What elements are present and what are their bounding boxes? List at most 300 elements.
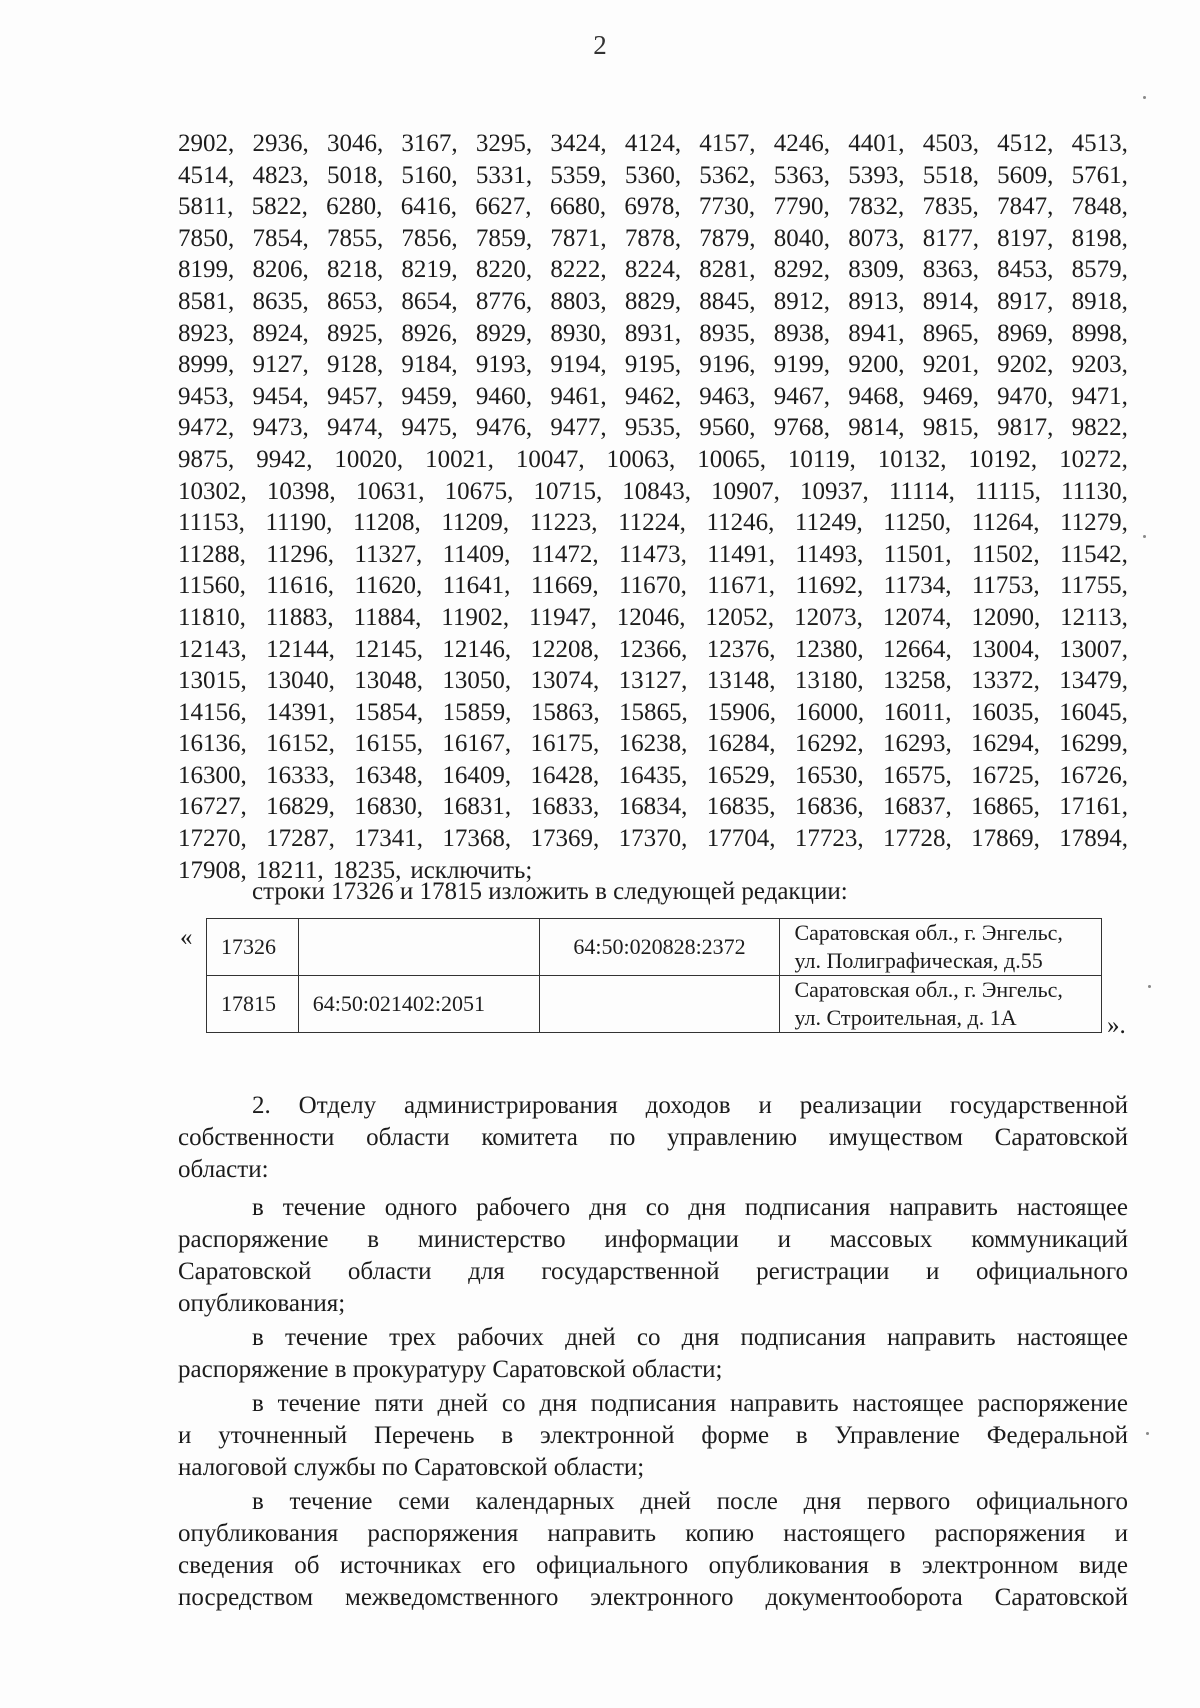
list-number: 13180, <box>794 667 864 695</box>
paragraph-line: распоряжение в прокуратуру Саратовской области; <box>178 1356 723 1383</box>
list-number: 11473, <box>619 540 687 568</box>
list-number: 5393, <box>848 161 905 189</box>
list-number: 9184, <box>401 351 458 379</box>
address-cell <box>780 976 1102 1033</box>
list-number: 9202, <box>997 351 1054 379</box>
list-number: 9203, <box>1071 351 1128 379</box>
list-number: 16011, <box>883 698 952 726</box>
table-row <box>207 919 1102 976</box>
lines-intro-text: строки 17326 и 17815 изложить в следующей редакции: <box>252 878 848 905</box>
list-number: 12664, <box>883 635 952 663</box>
list-number: 8999, <box>178 351 235 379</box>
list-number: 9457, <box>326 382 384 410</box>
list-number: 9468, <box>848 382 905 410</box>
list-number: 16831, <box>442 793 512 821</box>
list-number: 3046, <box>326 130 384 157</box>
list-number: 11190, <box>265 509 333 537</box>
list-number: 9460, <box>475 382 533 410</box>
paragraph-line: области: <box>178 1156 269 1183</box>
paragraph-line: посредством межведомственного электронного документооборота Саратовской <box>178 1584 1128 1611</box>
list-number: 14391, <box>266 698 335 726</box>
paragraph-line: распоряжение в министерство информации и массовых коммуникаций <box>178 1226 1128 1253</box>
list-number: 8925, <box>326 319 384 347</box>
list-number: 9470, <box>997 382 1054 410</box>
number-list-line <box>178 728 1128 760</box>
list-number: 8803, <box>550 287 607 315</box>
list-number: 8776, <box>475 287 533 315</box>
list-number: 8930, <box>550 319 607 347</box>
quote-open: « <box>180 924 193 951</box>
list-number: 8969, <box>997 319 1054 347</box>
paragraph-line: сведения об источниках его официального опубликования в электронном виде <box>178 1552 1128 1579</box>
list-number: 9194, <box>550 351 607 379</box>
list-number: 16293, <box>883 730 952 758</box>
list-number: 9128, <box>326 351 384 379</box>
list-number: 11153, <box>178 509 245 537</box>
list-number: 4823, <box>252 161 309 189</box>
list-number: 4513, <box>1071 130 1128 157</box>
list-number: 8913, <box>848 287 905 315</box>
paragraph-line: собственности области комитета по управлению имуществом Саратовской <box>178 1124 1128 1151</box>
cadastral-number-2 <box>539 976 780 1033</box>
list-number: 11755, <box>1060 572 1128 600</box>
paragraph-line: 2. Отделу администрирования доходов и реализации государственной <box>252 1092 1128 1119</box>
list-number: 8198, <box>1071 224 1128 252</box>
list-number: 7878, <box>624 224 682 252</box>
paragraph-a <box>178 1192 1128 1320</box>
list-number: 9199, <box>773 351 830 379</box>
list-number: 8219, <box>401 256 458 284</box>
list-number: 7855, <box>326 224 384 252</box>
list-number: 11493, <box>795 540 864 568</box>
list-number: 9453, <box>178 382 235 410</box>
list-number: 10192, <box>968 445 1038 473</box>
list-number: 8926, <box>401 319 458 347</box>
list-number: 13004, <box>971 635 1040 663</box>
number-list-line <box>178 349 1128 381</box>
list-number: 11670, <box>619 572 687 600</box>
address-line-2: ул. Полиграфическая, д.55 <box>794 948 1043 973</box>
list-number: 8363, <box>922 256 979 284</box>
list-number: 11502, <box>971 540 1040 568</box>
section-2-paragraph <box>178 1090 1128 1186</box>
row-number: 17326 <box>207 919 299 976</box>
list-number: 11669, <box>530 572 599 600</box>
list-number: 7730, <box>698 193 756 221</box>
list-number: 8914, <box>922 287 979 315</box>
list-number: 6280, <box>326 193 383 221</box>
list-number: 9817, <box>997 414 1054 442</box>
list-number: 13479, <box>1059 667 1128 695</box>
list-number: 8197, <box>997 224 1054 252</box>
number-list-line <box>178 823 1128 855</box>
list-number: 7856, <box>401 224 458 252</box>
list-number: 11223, <box>529 509 598 537</box>
list-number: 16238, <box>618 730 688 758</box>
list-number: 11947, <box>529 603 597 631</box>
list-number: 8829, <box>624 287 682 315</box>
list-number: 9462, <box>624 382 682 410</box>
list-number: 16155, <box>354 730 423 758</box>
list-number: 17368, <box>442 825 512 853</box>
list-number: 11250, <box>883 509 952 537</box>
list-number: 12113, <box>1060 603 1128 631</box>
list-number: 10065, <box>697 445 766 473</box>
number-list-line <box>178 570 1128 602</box>
list-number: 11296, <box>266 540 335 568</box>
number-list-line <box>178 665 1128 697</box>
list-number: 8965, <box>922 319 979 347</box>
list-number: 6680, <box>549 193 607 221</box>
list-number: 16428, <box>530 761 600 789</box>
scan-speck <box>1143 96 1146 99</box>
list-number: 15906, <box>707 698 776 726</box>
number-list-line <box>178 507 1128 539</box>
list-number: 10272, <box>1059 445 1128 473</box>
list-number: 10132, <box>877 445 947 473</box>
list-number: 16035, <box>970 698 1040 726</box>
list-number: 5160, <box>401 161 458 189</box>
list-number: 17369, <box>530 825 600 853</box>
list-number: 16045, <box>1059 698 1128 726</box>
cadastral-number-1 <box>298 919 539 976</box>
list-number: 7854, <box>252 224 309 252</box>
list-number: 10937, <box>800 477 869 505</box>
list-number: 8912, <box>773 287 830 315</box>
list-number: 11130, <box>1061 477 1128 505</box>
number-list-line <box>178 160 1128 192</box>
list-number: 10047, <box>515 445 585 473</box>
list-number: 5822, <box>251 193 308 221</box>
list-number: 11279, <box>1060 509 1128 537</box>
list-number: 7859, <box>475 224 533 252</box>
list-number: 15854, <box>354 698 424 726</box>
list-number: 9461, <box>550 382 607 410</box>
list-number: 16175, <box>530 730 600 758</box>
list-number: 10020, <box>334 445 404 473</box>
list-number: 16435, <box>618 761 688 789</box>
list-number: 9560, <box>699 414 756 442</box>
list-number: 3167, <box>401 130 458 157</box>
list-number: 9459, <box>401 382 458 410</box>
row-number: 17815 <box>207 976 299 1033</box>
list-number: 4246, <box>773 130 830 157</box>
list-number: 3295, <box>475 130 533 157</box>
list-number: 5331, <box>475 161 533 189</box>
list-number: 17370, <box>618 825 688 853</box>
list-number: 7835, <box>922 193 979 221</box>
list-number: 16834, <box>618 793 688 821</box>
list-number: 12090, <box>971 603 1041 631</box>
list-number: 13372, <box>971 667 1040 695</box>
list-number: 17270, <box>178 825 247 853</box>
list-number: 11560, <box>178 572 246 600</box>
list-number: 9476, <box>475 414 533 442</box>
list-number: 16284, <box>706 730 776 758</box>
list-number: 11224, <box>618 509 686 537</box>
list-number: 9454, <box>252 382 309 410</box>
list-number: 10398, <box>266 477 336 505</box>
list-number: 8941, <box>848 319 905 347</box>
list-number: 16136, <box>178 730 247 758</box>
list-number: 3424, <box>550 130 607 157</box>
list-number: 17728, <box>883 825 952 853</box>
list-number: 13007, <box>1059 635 1128 663</box>
address-line-1: Саратовская обл., г. Энгельс, <box>794 977 1063 1002</box>
list-number: 9195, <box>624 351 682 379</box>
list-number: 8918, <box>1071 287 1128 315</box>
list-number: 8653, <box>326 287 384 315</box>
number-list-line <box>178 286 1128 318</box>
address-line-1: Саратовская обл., г. Энгельс, <box>794 920 1063 945</box>
list-number: 9463, <box>699 382 756 410</box>
list-number: 13258, <box>883 667 952 695</box>
address-cell <box>780 919 1102 976</box>
list-number: 6627, <box>475 193 532 221</box>
list-number: 9814, <box>848 414 905 442</box>
cadastral-number-2: 64:50:020828:2372 <box>539 919 780 976</box>
paragraph-b <box>178 1322 1128 1386</box>
number-list-line <box>178 539 1128 571</box>
list-number: 8917, <box>997 287 1054 315</box>
list-number: 10631, <box>355 477 425 505</box>
list-number: 16333, <box>266 761 335 789</box>
list-number: 15865, <box>619 698 688 726</box>
list-number: 5811, <box>178 193 234 221</box>
list-number: 9822, <box>1071 414 1128 442</box>
list-number: 17723, <box>794 825 864 853</box>
list-number: 10675, <box>444 477 514 505</box>
list-number: 13015, <box>178 667 247 695</box>
paragraph-line: в течение трех рабочих дней со дня подписания направить настоящее <box>252 1324 1128 1351</box>
list-number: 5363, <box>773 161 830 189</box>
list-number: 8040, <box>773 224 830 252</box>
list-number: 12144, <box>266 635 335 663</box>
list-number: 8220, <box>475 256 533 284</box>
list-number: 13050, <box>442 667 512 695</box>
list-number: 11620, <box>354 572 423 600</box>
paragraph-line: Саратовской области для государственной регистрации и официального <box>178 1258 1128 1285</box>
list-number: 5360, <box>624 161 682 189</box>
list-number: 9472, <box>178 414 235 442</box>
list-number: 17341, <box>354 825 423 853</box>
list-number: 9942, <box>256 445 313 473</box>
list-number: 12145, <box>354 635 423 663</box>
scan-speck <box>1143 535 1146 538</box>
list-number: 16836, <box>794 793 864 821</box>
list-number: 9467, <box>773 382 830 410</box>
list-number: 12073, <box>794 603 863 631</box>
list-number: 4512, <box>997 130 1054 157</box>
list-number: 16529, <box>706 761 776 789</box>
list-number: 17869, <box>971 825 1040 853</box>
list-number: 7832, <box>848 193 905 221</box>
list-number: 9475, <box>401 414 458 442</box>
list-number: 16152, <box>266 730 335 758</box>
list-number: 9477, <box>550 414 607 442</box>
list-number: 9196, <box>699 351 756 379</box>
list-number: 11114, <box>888 477 955 505</box>
number-list-line <box>178 444 1128 476</box>
list-number: 4157, <box>699 130 756 157</box>
table-row <box>207 976 1102 1033</box>
list-number: 7850, <box>178 224 235 252</box>
list-number: 11115, <box>974 477 1041 505</box>
list-number: 8224, <box>624 256 682 284</box>
list-number: 14156, <box>178 698 247 726</box>
number-list-line <box>178 381 1128 413</box>
list-number: 2936, <box>252 130 309 157</box>
number-list-line <box>178 791 1128 823</box>
quote-close: ». <box>1107 1012 1126 1039</box>
list-number: 16865, <box>971 793 1040 821</box>
list-number: 9471, <box>1071 382 1128 410</box>
list-number: 11264, <box>971 509 1040 537</box>
list-number: 9535, <box>624 414 682 442</box>
list-number: 11734, <box>883 572 952 600</box>
list-number: 5609, <box>997 161 1054 189</box>
number-list-line <box>178 412 1128 444</box>
list-number: 5362, <box>699 161 756 189</box>
scan-speck <box>1148 985 1151 988</box>
list-number: 16167, <box>442 730 512 758</box>
paragraph-line: и уточненный Перечень в электронной форме в Управление Федеральной <box>178 1422 1128 1449</box>
list-number: 12143, <box>178 635 247 663</box>
list-number: 11209, <box>441 509 510 537</box>
paragraph-line: опубликования; <box>178 1290 346 1317</box>
list-number: 16348, <box>354 761 423 789</box>
paragraph-line: в течение пяти дней со дня подписания направить настоящее распоряжение <box>252 1390 1128 1417</box>
list-number: 9193, <box>475 351 533 379</box>
paragraph-line: в течение одного рабочего дня со дня подписания направить настоящее <box>252 1194 1128 1221</box>
paragraph-line: налоговой службы по Саратовской области; <box>178 1454 645 1481</box>
list-number: 12208, <box>530 635 600 663</box>
list-number: 9473, <box>252 414 309 442</box>
list-number: 11884, <box>353 603 422 631</box>
list-number: 10063, <box>606 445 676 473</box>
list-number: 8281, <box>699 256 756 284</box>
scan-speck <box>1146 1432 1149 1435</box>
list-number: 8998, <box>1071 319 1128 347</box>
list-number: 11671, <box>707 572 776 600</box>
list-number: 4401, <box>848 130 905 157</box>
list-number: 16727, <box>178 793 247 821</box>
list-number: 11491, <box>707 540 776 568</box>
list-number: 16833, <box>530 793 600 821</box>
list-number: 15863, <box>530 698 600 726</box>
list-number: 11409, <box>442 540 511 568</box>
list-number: 7879, <box>699 224 756 252</box>
list-number: 16300, <box>178 761 247 789</box>
list-number: 9815, <box>922 414 979 442</box>
list-number: 9875, <box>178 445 235 473</box>
list-number: 8073, <box>848 224 905 252</box>
list-number: 13074, <box>530 667 600 695</box>
list-number: 8199, <box>178 256 235 284</box>
list-number: 16299, <box>1059 730 1128 758</box>
list-number: 5018, <box>326 161 384 189</box>
list-number: 10021, <box>425 445 494 473</box>
number-list-line <box>178 476 1128 508</box>
number-list-line <box>178 602 1128 634</box>
list-number: 12046, <box>616 603 686 631</box>
list-number: 8177, <box>922 224 979 252</box>
number-list-line <box>178 128 1128 160</box>
list-number: 12380, <box>794 635 864 663</box>
list-number: 10907, <box>711 477 780 505</box>
page-number: 2 <box>593 30 607 60</box>
list-number: 16530, <box>794 761 864 789</box>
list-number: 12376, <box>706 635 776 663</box>
list-number: 8206, <box>252 256 309 284</box>
list-number: 17704, <box>706 825 776 853</box>
list-number: 8218, <box>326 256 384 284</box>
list-number: 9469, <box>922 382 979 410</box>
list-number: 8654, <box>401 287 458 315</box>
list-number: 11902, <box>441 603 510 631</box>
paragraph-line: в течение семи календарных дней после дня первого официального <box>252 1488 1128 1515</box>
list-number: 8579, <box>1071 256 1128 284</box>
list-number: 10302, <box>178 477 247 505</box>
excluded-numbers-list <box>178 128 1128 886</box>
list-number: 11246, <box>706 509 775 537</box>
list-number: 16837, <box>883 793 952 821</box>
list-number: 12074, <box>882 603 952 631</box>
list-number: 8292, <box>773 256 830 284</box>
list-number: 16292, <box>794 730 864 758</box>
list-number: 4503, <box>922 130 979 157</box>
list-number: 11249, <box>794 509 863 537</box>
list-number: 12146, <box>442 635 512 663</box>
list-number: 5518, <box>922 161 979 189</box>
list-number: 16294, <box>971 730 1040 758</box>
number-list-line <box>178 697 1128 729</box>
list-number: 8635, <box>252 287 309 315</box>
list-number: 8923, <box>178 319 235 347</box>
list-number: 7790, <box>773 193 830 221</box>
list-number: 7871, <box>550 224 607 252</box>
list-number: 17894, <box>1059 825 1128 853</box>
list-number: 11542, <box>1060 540 1128 568</box>
list-number: 8581, <box>178 287 235 315</box>
list-number: 16575, <box>883 761 952 789</box>
number-list-line <box>178 634 1128 666</box>
list-number: 13048, <box>354 667 423 695</box>
list-number: 8938, <box>773 319 830 347</box>
list-number: 7848, <box>1071 193 1128 221</box>
list-number: 13148, <box>706 667 776 695</box>
list-number: 9474, <box>326 414 384 442</box>
list-number: 11208, <box>352 509 421 537</box>
list-number: исключить; <box>410 856 533 884</box>
list-number: 9200, <box>848 351 905 379</box>
list-number: 8924, <box>252 319 309 347</box>
paragraph-c <box>178 1388 1128 1484</box>
list-number: 8931, <box>624 319 682 347</box>
list-number: 11327, <box>354 540 423 568</box>
list-number: 4514, <box>178 161 235 189</box>
list-number: 11616, <box>266 572 335 600</box>
list-number: 4124, <box>624 130 682 157</box>
list-number: 13040, <box>266 667 335 695</box>
list-number: 11501, <box>883 540 952 568</box>
number-list-line <box>178 191 1128 223</box>
list-number: 17287, <box>266 825 335 853</box>
number-list-line <box>178 760 1128 792</box>
cadastral-number-1: 64:50:021402:2051 <box>298 976 539 1033</box>
number-list-line <box>178 223 1128 255</box>
list-number: 17161, <box>1059 793 1128 821</box>
